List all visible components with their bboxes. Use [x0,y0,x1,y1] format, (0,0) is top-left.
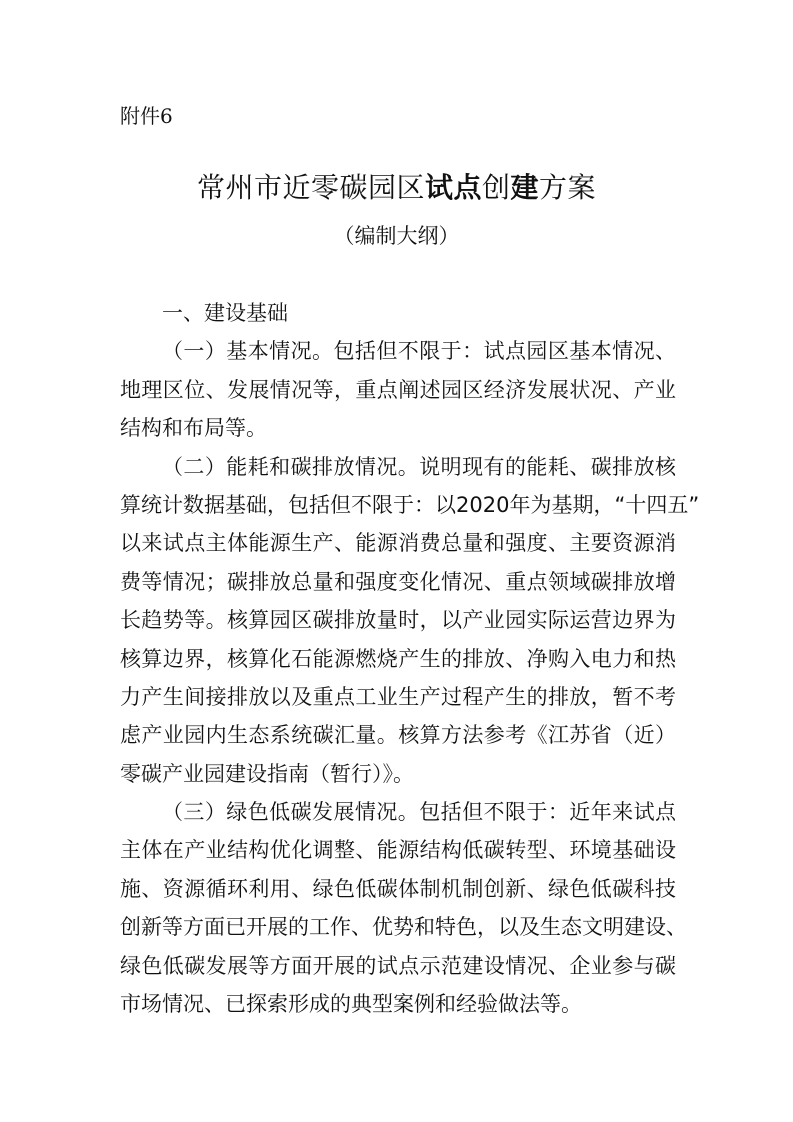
paragraph-2-line: 长趋势等。核算园区碳排放量时，以产业园实际运营边界为 [120,608,676,633]
paragraph-3-line: （三）绿色低碳发展情况。包括但不限于：近年来试点 [162,800,676,825]
paragraph-2-line: 算统计数据基础，包括但不限于：以2020年为基期，“十四五” [120,492,700,517]
paragraph-1-line: （一）基本情况。包括但不限于：试点园区基本情况、 [162,339,676,364]
section-heading: 一、建设基础 [162,301,288,325]
paragraph-1-line: 结构和布局等。 [120,416,267,441]
paragraph-2-line: 费等情况；碳排放总量和强度变化情况、重点领域碳排放增 [120,569,676,594]
attachment-label: 附件6 [120,104,173,128]
document-title [100,168,693,208]
document-subtitle: （编制大纲） [333,224,460,248]
paragraph-2-line: 以来试点主体能源生产、能源消费总量和强度、主要资源消 [120,531,676,556]
paragraph-2-line: 力产生间接排放以及重点工业生产过程产生的排放，暂不考 [120,684,676,709]
title-part-4: 建 [510,171,540,204]
paragraph-2-line: 核算边界，核算化石能源燃烧产生的排放、净购入电力和热 [120,646,676,671]
paragraph-2-line: 零碳产业园建设指南（暂行）》。 [120,761,414,786]
paragraph-2-line: （二）能耗和碳排放情况。说明现有的能耗、碳排放核 [162,454,676,479]
paragraph-2-line: 虑产业园内生态系统碳汇量。核算方法参考《江苏省（近） [120,723,676,748]
document-body [120,294,700,1023]
paragraph-3-line: 市场情况、已探索形成的典型案例和经验做法等。 [120,992,582,1017]
paragraph-3-line: 绿色低碳发展等方面开展的试点示范建设情况、企业参与碳 [120,953,676,978]
title-part-1: 常州市近零碳园区 [196,171,425,204]
title-part-5: 方案 [539,171,597,204]
paragraph-3-line: 创新等方面已开展的工作、优势和特色，以及生态文明建设、 [120,915,687,940]
paragraph-1-line: 地理区位、发展情况等，重点阐述园区经济发展状况、产业 [120,377,676,402]
paragraph-3-line: 施、资源循环利用、绿色低碳体制机制创新、绿色低碳科技 [120,876,676,901]
paragraph-3-line: 主体在产业结构优化调整、能源结构低碳转型、环境基础设 [120,838,676,863]
title-part-3: 创 [481,171,511,204]
title-part-2: 试点 [424,171,482,204]
